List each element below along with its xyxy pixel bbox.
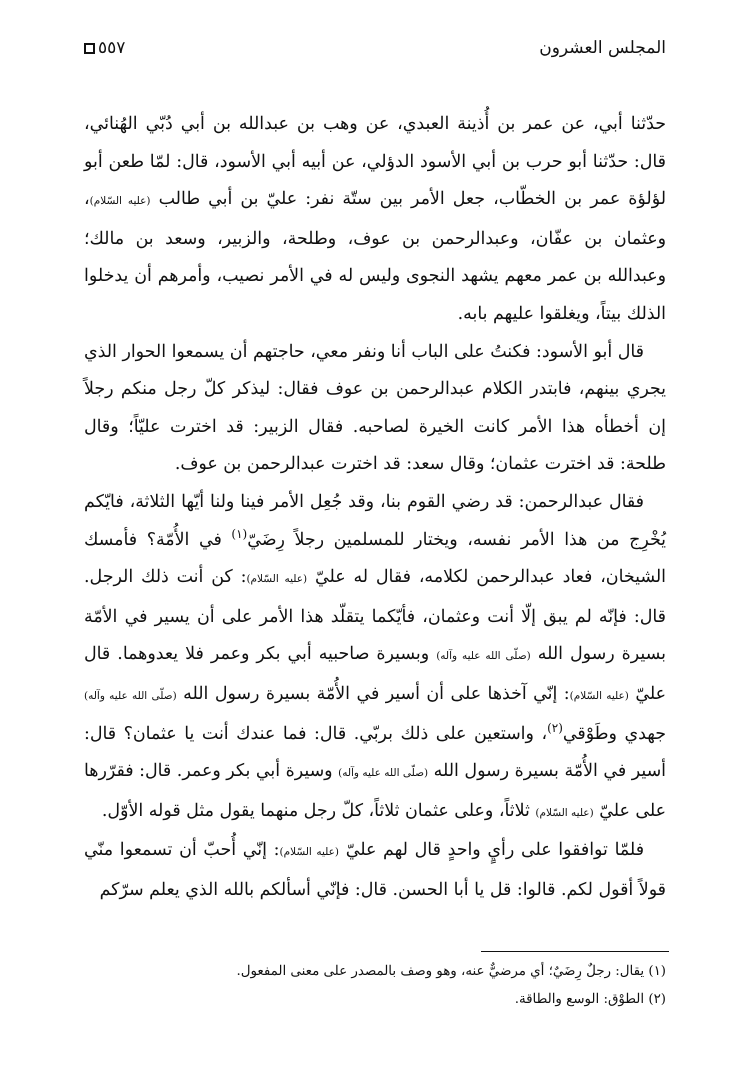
text-run: جهدي وطَوْقي bbox=[562, 723, 666, 744]
paragraph-2: قال أبو الأسود: فكنتُ على الباب أنا ونفر معي، حاجتهم أن يسمعوا الحوار الذي يجري بينهم، فابتدر الكلام عبدالرحمن بن عوف فقال: ليذكر كلّ رجل منكم رجلاً إن أخطأه هذا الأمر كانت الخيرة لصاحبه. فقال الزبير: قد اخترت عليّاً؛ وقال طلحة: قد اخترت عثمان؛ وقال سعد: قد اخترت عبدالرحمن بن عوف. bbox=[84, 341, 666, 475]
footnote-1: (١) يقال: رجلٌ رِضَيٌ؛ أي مرضيٌّ عنه، وهو وصف بالمصدر على معنى المفعول. bbox=[236, 964, 666, 979]
text-run: وسيرة أبي بكر وعمر. قال: فقرّرها على عليّ bbox=[84, 761, 666, 821]
honorific: (صلّى الله عليه وآله) bbox=[338, 767, 429, 780]
honorific: (عليه السّلام) bbox=[89, 195, 151, 208]
text-run: فلمّا توافقوا على رأيٍ واحدٍ قال لهم عليّ bbox=[345, 840, 645, 861]
text-run: فقال عبدالرحمن: قد رضي القوم بنا، وقد جُعِل الأمر فينا ولنا أيّها الثلاثة، فايّكم يُخْرِج من هذا الأمر نفسه، ويختار للمسلمين رجلاً رِضَيّ bbox=[84, 491, 667, 550]
text-run: : إنّي آخذها على أن أسير في الأُمّة بسيرة رسول الله bbox=[183, 683, 570, 704]
footnote-ref-2: (٢) bbox=[547, 720, 563, 735]
page-number-text: ٥٥٧ bbox=[98, 38, 126, 58]
honorific: (عليه السّلام) bbox=[246, 573, 308, 586]
honorific: (عليه السّلام) bbox=[535, 806, 594, 819]
footnote-ref-1: (١) bbox=[231, 526, 248, 541]
text-run: : كن أنت ذلك الرجل. قال: فإنّه لم يبق إلّا أنت وعثمان، فأيّكما يتقلّد هذا الأمر على أن يسير في الأمّة بسيرة رسول الله bbox=[84, 567, 666, 665]
text-run: : إنّي أُحبّ أن تسمعوا منّي قولاً أقول لكم. قالوا: قل يا أبا الحسن. قال: فإنّي أسألكم بالله الذي يعلم سرّكم bbox=[84, 840, 666, 900]
text-run: حدّثنا أبي، عن عمر بن أُذينة العبدي، عن وهب بن عبدالله بن أبي دُبّي الهُنائي، قال: حدّثنا أبو حرب بن أبي الأسود الدؤلي، عن أبيه أبي الأسود، قال: لمّا طعن أبو لؤلؤة عمر بن الخطّاب، جعل الأمر بين ستّة نفر: عليّ بن أبي طالب bbox=[84, 114, 666, 210]
paragraph-3 bbox=[84, 484, 666, 832]
text-run: ثلاثاً، وعلى عثمان ثلاثاً، كلّ رجل منهما يقول مثل قوله الأوّل. bbox=[101, 800, 536, 821]
honorific: (عليه السّلام) bbox=[569, 689, 629, 702]
honorific: (صلّى الله عليه وآله) bbox=[84, 689, 177, 702]
text-run: ، وعثمان بن عفّان، وعبدالرحمن بن عوف، وطلحة، والزبير، وسعد بن مالك؛ وعبدالله بن عمر معهم يشهد النجوى وليس له في الأمر نصيب، وأمرهم أن يدخلوا الذلك بيتاً، ويغلقوا عليهم بابه. bbox=[84, 189, 666, 324]
text-run: وبسيرة صاحبيه أبي بكر وعمر فلا يعدوهما. قال عليّ bbox=[84, 644, 666, 704]
honorific: (عليه السّلام) bbox=[279, 846, 339, 859]
body-text bbox=[84, 106, 666, 909]
footnote-separator bbox=[481, 951, 669, 952]
text-run: في الأُمّة؟ فأمسك الشيخان، فعاد عبدالرحمن لكلامه، فقال له عليّ bbox=[84, 529, 666, 588]
paragraph-1 bbox=[84, 106, 666, 334]
square-ornament-icon bbox=[84, 43, 95, 54]
footnote-2: (٢) الطوْق: الوسع والطاقة. bbox=[514, 992, 666, 1007]
footnotes bbox=[84, 958, 666, 1014]
text-run: ، واستعين على ذلك بربّي. قال: فما عندك أنت يا عثمان؟ قال: أسير في الأُمّة بسيرة رسول الله bbox=[84, 723, 666, 782]
paragraph-4 bbox=[84, 832, 666, 909]
page-header bbox=[84, 34, 666, 64]
honorific: (صلّى الله عليه وآله) bbox=[436, 650, 531, 663]
page-number bbox=[84, 38, 125, 58]
running-title: المجلس العشرون bbox=[539, 38, 666, 58]
